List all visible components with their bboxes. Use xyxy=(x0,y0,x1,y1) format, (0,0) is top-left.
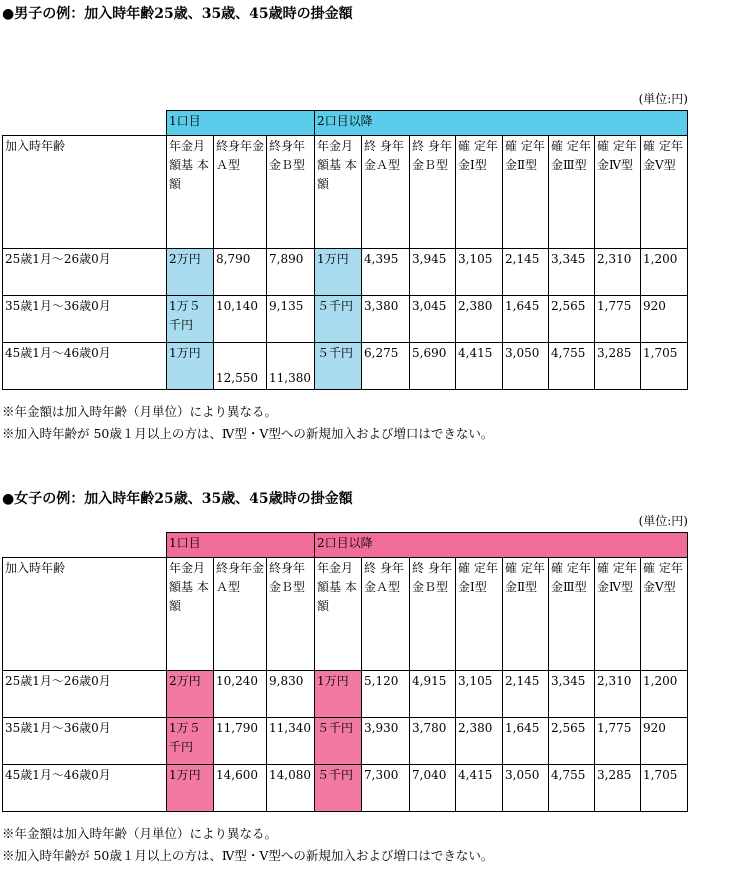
value-cell: 1,645 xyxy=(503,718,549,765)
col-header: 確 定年 金Ⅴ型 xyxy=(641,136,688,249)
row-age-label: 45歳1月～46歳0月 xyxy=(3,343,167,390)
value-cell: 9,135 xyxy=(267,296,315,343)
col-header: 終身年金Ｂ型 xyxy=(267,136,315,249)
base-amount-cell: ５千円 xyxy=(315,343,362,390)
value-cell: 4,915 xyxy=(410,671,456,718)
base-amount-cell: 2万円 xyxy=(167,671,214,718)
footnote: ※年金額は加入時年齢（月単位）により異なる。 xyxy=(2,826,278,841)
value-cell: 10,240 xyxy=(214,671,267,718)
col-header: 確 定年 金Ⅴ型 xyxy=(641,558,688,671)
value-cell: 9,830 xyxy=(267,671,315,718)
unit-label-female: (単位:円) xyxy=(638,514,688,528)
value-cell: 5,690 xyxy=(410,343,456,390)
corner-cell xyxy=(3,111,167,136)
value-cell: 8,790 xyxy=(214,249,267,296)
footnote: ※加入時年齢が 50歳１月以上の方は、Ⅳ型・Ⅴ型への新規加入および増口はできない。 xyxy=(2,848,494,863)
base-amount-cell: 1万円 xyxy=(315,671,362,718)
table-row xyxy=(3,296,688,343)
value-cell: 3,285 xyxy=(595,765,641,812)
table-row xyxy=(3,765,688,812)
value-cell: 3,345 xyxy=(549,249,595,296)
value-cell: 4,415 xyxy=(456,765,503,812)
group-header-subsequent: 2口目以降 xyxy=(315,533,688,558)
value-cell: 3,945 xyxy=(410,249,456,296)
col-header: 年金月額基 本額 xyxy=(315,136,362,249)
group-header-first: 1口目 xyxy=(167,533,315,558)
value-cell: 3,050 xyxy=(503,765,549,812)
base-amount-cell: 1万円 xyxy=(315,249,362,296)
value-cell: 11,340 xyxy=(267,718,315,765)
col-header: 終 身年金Ａ型 xyxy=(362,136,410,249)
row-age-label: 25歳1月～26歳0月 xyxy=(3,249,167,296)
col-header: 確 定年 金Ⅲ型 xyxy=(549,136,595,249)
unit-label-male: (単位:円) xyxy=(638,92,688,106)
corner-cell xyxy=(3,533,167,558)
value-cell: 3,930 xyxy=(362,718,410,765)
value-cell: 5,120 xyxy=(362,671,410,718)
footnote: ※加入時年齢が 50歳１月以上の方は、Ⅳ型・Ⅴ型への新規加入および増口はできない。 xyxy=(2,426,494,441)
value-cell: 1,775 xyxy=(595,296,641,343)
value-cell: 920 xyxy=(641,296,688,343)
col-header: 終身年金Ａ型 xyxy=(214,558,267,671)
value-cell: 1,775 xyxy=(595,718,641,765)
value-cell: 7,300 xyxy=(362,765,410,812)
col-header: 確 定年 金Ⅳ型 xyxy=(595,136,641,249)
col-header: 年金月額基 本額 xyxy=(315,558,362,671)
value-cell: 14,080 xyxy=(267,765,315,812)
base-amount-cell: ５千円 xyxy=(315,765,362,812)
value-cell: 2,145 xyxy=(503,249,549,296)
col-header: 終 身年金Ｂ型 xyxy=(410,558,456,671)
value-cell: 2,310 xyxy=(595,671,641,718)
col-header: 確 定年 金Ⅰ型 xyxy=(456,558,503,671)
section-title-female: ●女子の例：加入時年齢25歳、35歳、45歳時の掛金額 xyxy=(2,491,353,507)
value-cell: 1,705 xyxy=(641,343,688,390)
value-cell: 4,395 xyxy=(362,249,410,296)
section-title-male: ●男子の例：加入時年齢25歳、35歳、45歳時の掛金額 xyxy=(2,6,353,22)
value-cell: 3,285 xyxy=(595,343,641,390)
value-cell: 12,550 xyxy=(214,343,267,390)
value-cell: 1,645 xyxy=(503,296,549,343)
value-cell: 14,600 xyxy=(214,765,267,812)
premium-table-male xyxy=(2,110,688,390)
base-amount-cell: ５千円 xyxy=(315,296,362,343)
value-cell: 2,380 xyxy=(456,718,503,765)
value-cell: 4,755 xyxy=(549,343,595,390)
base-amount-cell: 2万円 xyxy=(167,249,214,296)
value-cell: 7,040 xyxy=(410,765,456,812)
value-cell: 3,380 xyxy=(362,296,410,343)
value-cell: 4,755 xyxy=(549,765,595,812)
value-cell: 7,890 xyxy=(267,249,315,296)
value-cell: 1,705 xyxy=(641,765,688,812)
value-cell: 3,345 xyxy=(549,671,595,718)
col-header: 確 定年 金Ⅱ型 xyxy=(503,558,549,671)
row-age-label: 35歳1月～36歳0月 xyxy=(3,718,167,765)
premium-table-female xyxy=(2,532,688,812)
value-cell: 10,140 xyxy=(214,296,267,343)
row-age-label: 25歳1月～26歳0月 xyxy=(3,671,167,718)
col-header: 確 定年 金Ⅰ型 xyxy=(456,136,503,249)
col-header: 終 身年金Ｂ型 xyxy=(410,136,456,249)
value-cell: 3,050 xyxy=(503,343,549,390)
base-amount-cell: ５千円 xyxy=(315,718,362,765)
value-cell: 3,045 xyxy=(410,296,456,343)
table-row xyxy=(3,249,688,296)
value-cell: 2,310 xyxy=(595,249,641,296)
value-cell: 3,780 xyxy=(410,718,456,765)
base-amount-cell: 1万５千円 xyxy=(167,718,214,765)
value-cell: 4,415 xyxy=(456,343,503,390)
value-cell: 6,275 xyxy=(362,343,410,390)
col-header: 確 定年 金Ⅲ型 xyxy=(549,558,595,671)
base-amount-cell: 1万円 xyxy=(167,343,214,390)
value-cell: 3,105 xyxy=(456,671,503,718)
col-header: 年金月額基 本額 xyxy=(167,558,214,671)
group-header-first: 1口目 xyxy=(167,111,315,136)
group-header-subsequent: 2口目以降 xyxy=(315,111,688,136)
value-cell: 3,105 xyxy=(456,249,503,296)
table-row xyxy=(3,671,688,718)
value-cell: 1,200 xyxy=(641,671,688,718)
col-header: 年金月額基 本額 xyxy=(167,136,214,249)
col-header: 確 定年 金Ⅳ型 xyxy=(595,558,641,671)
table-row xyxy=(3,343,688,390)
value-cell: 2,145 xyxy=(503,671,549,718)
value-cell: 2,565 xyxy=(549,718,595,765)
value-cell: 11,380 xyxy=(267,343,315,390)
value-cell: 2,565 xyxy=(549,296,595,343)
value-cell: 920 xyxy=(641,718,688,765)
col-header: 終身年金Ｂ型 xyxy=(267,558,315,671)
age-column-header: 加入時年齢 xyxy=(3,558,167,671)
base-amount-cell: 1万円 xyxy=(167,765,214,812)
col-header: 終 身年金Ａ型 xyxy=(362,558,410,671)
base-amount-cell: 1万５千円 xyxy=(167,296,214,343)
value-cell: 11,790 xyxy=(214,718,267,765)
table-row xyxy=(3,718,688,765)
value-cell: 1,200 xyxy=(641,249,688,296)
row-age-label: 35歳1月～36歳0月 xyxy=(3,296,167,343)
col-header: 終身年金Ａ型 xyxy=(214,136,267,249)
col-header: 確 定年 金Ⅱ型 xyxy=(503,136,549,249)
footnote: ※年金額は加入時年齢（月単位）により異なる。 xyxy=(2,404,278,419)
value-cell: 2,380 xyxy=(456,296,503,343)
age-column-header: 加入時年齢 xyxy=(3,136,167,249)
row-age-label: 45歳1月～46歳0月 xyxy=(3,765,167,812)
